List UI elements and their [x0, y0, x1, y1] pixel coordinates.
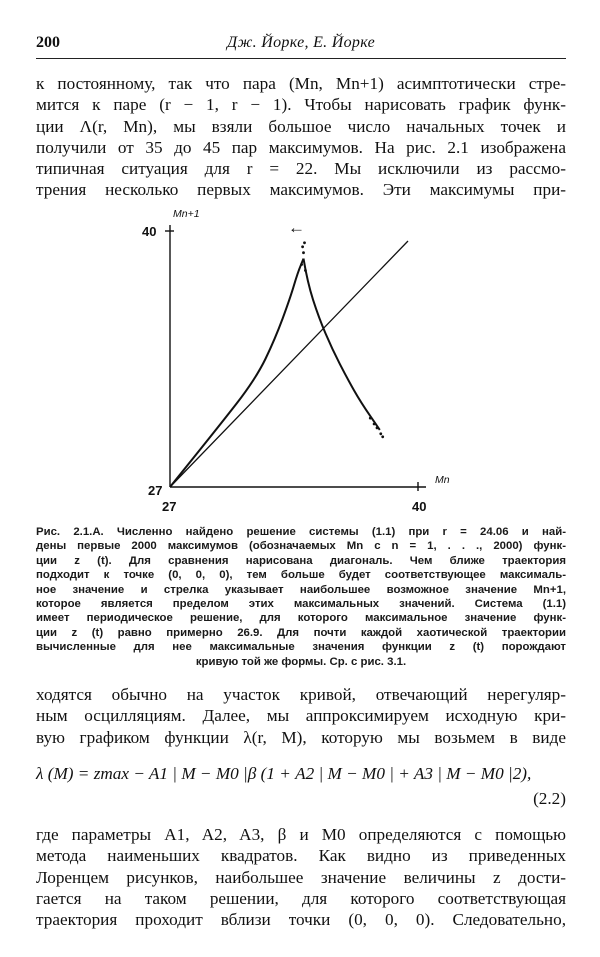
x-tick-label-27: 27 [162, 499, 177, 514]
text-line: траектория проходит вблизи точки (0, 0, 0). Следовательно, [36, 910, 566, 930]
text-line: гается на таком решении, для которого соответствующая [36, 888, 566, 908]
caption-line: Рис. 2.1.А. Численно найдено решение системы (1.1) при r = 24.06 и най- [36, 526, 566, 538]
figure-caption [36, 525, 566, 669]
x-axis-label: Mn [435, 474, 450, 486]
text-line: ции Λ(r, Mn), мы взяли большое число начальных точек и [36, 116, 566, 136]
scatter-point [379, 432, 382, 435]
caption-line: ное значение и стрелка указывает наибольшее возможное значение Mn+1, [36, 583, 566, 596]
text-line: типичная ситуация для r = 22. Мы исключили из рассмо- [36, 159, 566, 179]
page-header [36, 34, 566, 56]
curve-left-branch [170, 259, 304, 487]
y-tick-label-40: 40 [142, 224, 157, 239]
scatter-point [373, 423, 376, 426]
text-line: к постоянному, так что пара (Mn, Mn+1) асимптотически стре- [36, 74, 566, 93]
diagonal-line [170, 241, 408, 487]
equation-number: (2.2) [533, 789, 566, 808]
arrow-left-icon: ← [288, 218, 305, 237]
caption-line: вычисленные для нее максимальные значения функции z (t) порождают [36, 641, 566, 654]
page-number: 200 [36, 34, 60, 51]
header-rule [36, 58, 566, 59]
scatter-point [369, 417, 372, 420]
paragraph-1 [36, 73, 566, 201]
y-axis-label: Mn+1 [173, 208, 200, 220]
scatter-point [376, 427, 379, 430]
caption-line: дены первые 2000 максимумов (обозначаемых Mn с n = 1, . . ., 2000) функ- [36, 540, 566, 553]
text-line: получили от 35 до 45 пар максимумов. На рис. 2.1 изображена [36, 137, 566, 157]
text-line: метода наименьших квадратов. Как видно из приведенных [36, 846, 566, 866]
scatter-point [300, 263, 303, 266]
scatter-point [302, 251, 305, 254]
scatter-point [381, 435, 384, 438]
text-line: где параметры A1, A2, A3, β и M0 определяются с помощью [36, 825, 566, 844]
text-line: ным осцилляциям. Далее, мы аппроксимируем исходную кри- [36, 706, 566, 726]
x-tick-label-40: 40 [412, 499, 427, 514]
caption-line: которое является пределом этих максимальных значений. Система (1.1) [36, 598, 566, 611]
scatter-point [303, 241, 306, 244]
y-tick-label-27: 27 [148, 483, 163, 498]
figure-2-1a [135, 200, 465, 522]
caption-line: ции z (t). Для сравнения нарисована диагональ. Чем ближе траектория [36, 554, 566, 567]
text-line: мится к паре (r − 1, r − 1). Чтобы нарисовать график функ- [36, 95, 566, 115]
scatter-point [304, 269, 307, 272]
caption-line: имеет периодическое решение, для которого максимальное значение функ- [36, 612, 566, 625]
text-line: трения несколько первых максимумов. Эти максимумы при- [36, 180, 566, 200]
running-head: Дж. Йорке, Е. Йорке [226, 34, 376, 51]
text-line: Лоренцем рисунков, наибольшее значение величины z дости- [36, 867, 566, 887]
caption-line: ции z (t) равно примерно 26.9. Для почти каждой хаотической траектории [36, 626, 566, 639]
paragraph-2 [36, 684, 566, 748]
scatter-point [301, 245, 304, 248]
caption-line: подходит к точке (0, 0, 0), тем больше будет соответствующее максималь- [36, 569, 566, 582]
curve-right-branch [304, 259, 380, 430]
equation-2-2: λ (M) = zmax − A1 | M − M0 |β (1 + A2 | M − M0 | + A3 | M − M0 |2), [36, 764, 532, 783]
paragraph-3 [36, 824, 566, 930]
text-line: ходятся обычно на участок кривой, отвечающий нерегуляр- [36, 685, 566, 704]
caption-line: кривую той же формы. Ср. с рис. 3.1. [195, 655, 407, 668]
return-map-chart [135, 200, 465, 522]
text-line: вую графиком функции λ(r, M), которую мы возьмем в виде [36, 727, 566, 747]
